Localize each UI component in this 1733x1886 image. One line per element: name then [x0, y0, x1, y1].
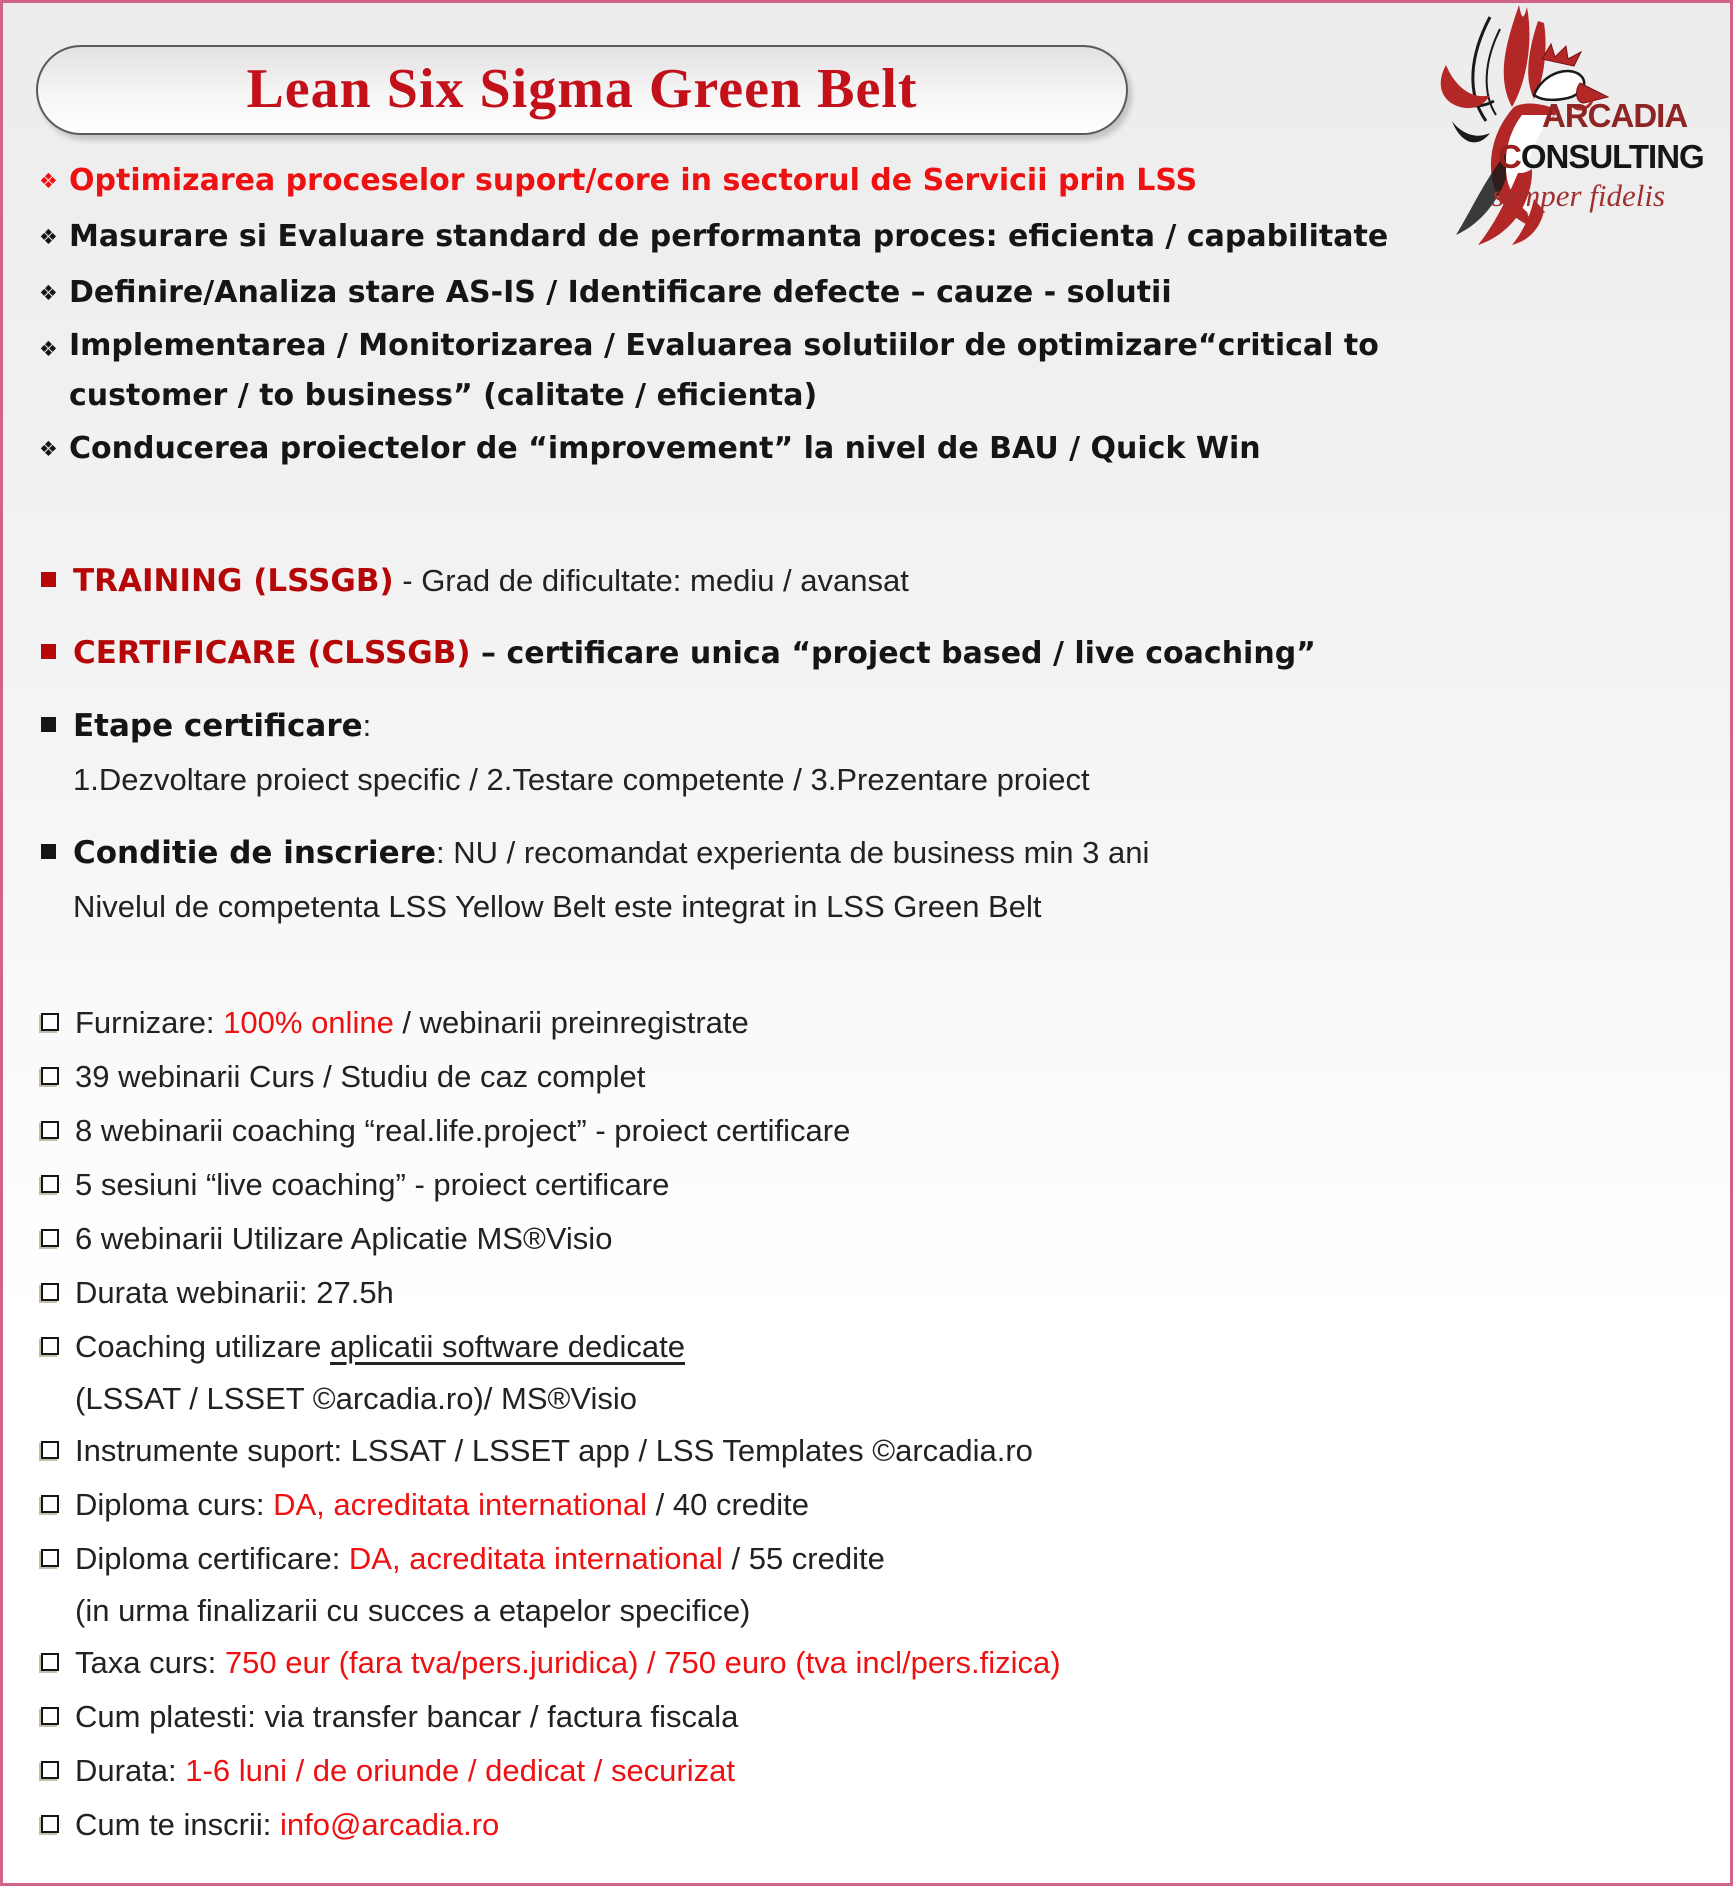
- diamond-item-text: Implementarea / Monitorizarea / Evaluarea solutiilor de optimizare“critical to: [69, 328, 1379, 363]
- checklist-item: [39, 1320, 1690, 1424]
- diamond-item-text: Conducerea proiectelor de “improvement” la nivel de BAU / Quick Win: [69, 431, 1261, 466]
- page-title: Lean Six Sigma Green Belt: [246, 58, 918, 120]
- item-text: Cum te inscrii:: [75, 1807, 280, 1842]
- item-text: Diploma certificare:: [75, 1541, 349, 1576]
- title-banner: [36, 45, 1128, 135]
- item-subline: (in urma finalizarii cu succes a etapelor specifice): [75, 1593, 751, 1628]
- item-highlight: DA, acreditata international: [273, 1487, 648, 1522]
- checklist-item: [39, 1212, 1690, 1266]
- checklist-item: [39, 1050, 1690, 1104]
- logo-motto: semper fidelis: [1492, 178, 1666, 213]
- checkbox-bullet-icon: [41, 1653, 59, 1671]
- item-text: / webinarii preinregistrate: [393, 1005, 749, 1040]
- item-text: Durata webinarii: 27.5h: [75, 1275, 394, 1310]
- item-text: Taxa curs:: [75, 1645, 225, 1680]
- item-text: Coaching utilizare: [75, 1329, 331, 1364]
- checklist: [39, 996, 1690, 1852]
- checkbox-bullet-icon: [41, 1495, 59, 1513]
- checklist-item: [39, 1104, 1690, 1158]
- item-highlight: DA, acreditata international: [348, 1541, 723, 1576]
- checkbox-bullet-icon: [41, 1229, 59, 1247]
- logo-name-top: ARCADIA: [1542, 97, 1688, 134]
- feature-item-training: [39, 555, 1690, 607]
- diamond-bullet-icon: ❖: [39, 169, 58, 193]
- checkbox-bullet-icon: [41, 1441, 59, 1459]
- checkbox-bullet-icon: [41, 1175, 59, 1193]
- diamond-item-text: Masurare si Evaluare standard de performanta proces: eficienta / capabilitate: [69, 219, 1389, 254]
- diamond-item-text: customer / to business” (calitate / eficienta): [69, 378, 818, 413]
- checkbox-bullet-icon: [41, 1121, 59, 1139]
- feature-subline: 1.Dezvoltare proiect specific / 2.Testare competente / 3.Prezentare proiect: [73, 762, 1090, 797]
- feature-item-etape: [39, 700, 1690, 807]
- checkbox-bullet-icon: [41, 1283, 59, 1301]
- diamond-item: [39, 153, 1690, 209]
- diamond-bullet-icon: ❖: [39, 225, 58, 249]
- diamond-item: [39, 265, 1690, 321]
- item-text: Durata:: [75, 1753, 186, 1788]
- item-text: 6 webinarii Utilizare Aplicatie MS®Visio: [75, 1221, 613, 1256]
- logo-initial: C: [1498, 138, 1521, 175]
- diamond-bullet-icon: ❖: [39, 281, 58, 305]
- checklist-item: [39, 996, 1690, 1050]
- item-text: 39 webinarii Curs / Studiu de caz complet: [75, 1059, 646, 1094]
- feature-rest-bold: – certificare unica “project based / live coaching”: [470, 636, 1316, 671]
- feature-head: Conditie de inscriere: [73, 835, 436, 871]
- item-text: / 40 credite: [647, 1487, 810, 1522]
- diamond-list: [39, 153, 1690, 477]
- checklist-item: [39, 1266, 1690, 1320]
- feature-head: CERTIFICARE (CLSSGB): [73, 635, 471, 671]
- checkbox-bullet-icon: [41, 1013, 59, 1031]
- checklist-item: [39, 1636, 1690, 1690]
- feature-head: Etape certificare: [73, 708, 363, 744]
- logo-name-rest: ONSULTING: [1520, 138, 1704, 175]
- checklist-item: [39, 1744, 1690, 1798]
- content: [3, 153, 1730, 1852]
- item-highlight: 750 eur (fara tva/pers.juridica) / 750 euro (tva incl/pers.fizica): [224, 1645, 1061, 1680]
- square-bullet-icon: [41, 844, 56, 859]
- item-subline: (LSSAT / LSSET ©arcadia.ro)/ MS®Visio: [75, 1381, 637, 1416]
- item-text: Diploma curs:: [75, 1487, 274, 1522]
- diamond-item-text: Definire/Analiza stare AS-IS / Identificare defecte – cauze - solutii: [69, 275, 1172, 310]
- checkbox-bullet-icon: [41, 1337, 59, 1355]
- diamond-item: [39, 421, 1690, 477]
- item-text: Cum platesti: via transfer bancar / factura fiscala: [75, 1699, 739, 1734]
- checklist-item: [39, 1158, 1690, 1212]
- diamond-item-text: Optimizarea proceselor suport/core in sectorul de Servicii prin LSS: [69, 163, 1198, 198]
- checkbox-bullet-icon: [41, 1067, 59, 1085]
- checklist-item: [39, 1798, 1690, 1852]
- square-bullet-icon: [41, 717, 56, 732]
- diamond-bullet-icon: ❖: [39, 337, 58, 361]
- contact-email[interactable]: info@arcadia.ro: [279, 1807, 500, 1842]
- feature-item-conditie: [39, 827, 1690, 934]
- checkbox-bullet-icon: [41, 1815, 59, 1833]
- feature-subline: Nivelul de competenta LSS Yellow Belt este integrat in LSS Green Belt: [73, 889, 1042, 924]
- feature-rest: - Grad de dificultate: mediu / avansat: [393, 563, 909, 598]
- item-underlined: aplicatii software dedicate: [330, 1329, 686, 1364]
- square-bullet-icon: [41, 644, 56, 659]
- item-text: 8 webinarii coaching “real.life.project” - proiect certificare: [75, 1113, 851, 1148]
- diamond-item: [39, 321, 1690, 421]
- item-text: Furnizare:: [75, 1005, 224, 1040]
- item-text: Instrumente suport: LSSAT / LSSET app / LSS Templates ©arcadia.ro: [75, 1433, 1033, 1468]
- diamond-item: [39, 209, 1690, 265]
- item-highlight: 100% online: [223, 1005, 394, 1040]
- item-text: / 55 credite: [722, 1541, 885, 1576]
- item-text: 5 sesiuni “live coaching” - proiect certificare: [75, 1167, 670, 1202]
- checklist-item: [39, 1478, 1690, 1532]
- feature-head: TRAINING (LSSGB): [73, 563, 394, 599]
- checklist-item: [39, 1424, 1690, 1478]
- checkbox-bullet-icon: [41, 1761, 59, 1779]
- colon: :: [362, 708, 372, 743]
- feature-list: [39, 555, 1690, 934]
- square-bullet-icon: [41, 572, 56, 587]
- item-highlight: 1-6 luni / de oriunde / dedicat / securizat: [185, 1753, 735, 1788]
- checklist-item: [39, 1532, 1690, 1636]
- feature-item-certificare: [39, 627, 1690, 680]
- checkbox-bullet-icon: [41, 1549, 59, 1567]
- feature-rest: : NU / recomandat experienta de business min 3 ani: [435, 835, 1150, 870]
- checkbox-bullet-icon: [41, 1707, 59, 1725]
- diamond-bullet-icon: ❖: [39, 437, 58, 461]
- checklist-item: [39, 1690, 1690, 1744]
